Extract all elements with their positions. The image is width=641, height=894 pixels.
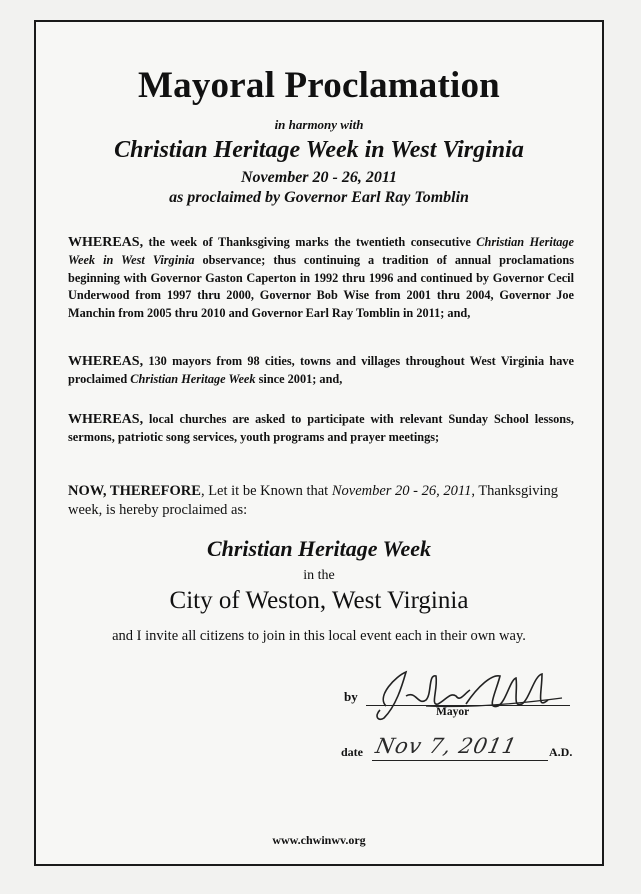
whereas-italic: Christian Heritage Week (130, 371, 256, 386)
whereas-lead: WHEREAS, (68, 235, 144, 250)
now-therefore-lead: NOW, THEREFORE (68, 483, 201, 499)
proclaimed-by: as proclaimed by Governor Earl Ray Tomblin (169, 189, 469, 206)
website-link[interactable]: www.chwinwv.org (272, 833, 366, 847)
whereas-text: the week of Thanksgiving marks the twentieth consecutive (143, 235, 477, 249)
event-dates: November 20 - 26, 2011 (241, 169, 397, 186)
week-title: Christian Heritage Week in West Virginia (114, 137, 524, 163)
whereas-text: 130 mayors from 98 cities, towns and villages throughout West Virginia have proclaimed (68, 354, 574, 386)
harmony-subtitle: in harmony with (274, 117, 364, 132)
whereas-paragraph-2 (68, 353, 574, 389)
date-line (372, 760, 548, 761)
handwritten-date: Nov 7, 2011 (373, 734, 520, 758)
now-therefore-paragraph (68, 482, 588, 520)
now-text: , Thanksgiving week, is hereby proclaimed as: (68, 483, 559, 518)
city-name: City of Weston, West Virginia (169, 587, 469, 614)
whereas-text: observance; thus continuing a tradition of annual proclamations beginning with Governor Gaston Caperton in 1992 thru 1996 and continued by Governor Cecil Underwood from 1997 thru 2000, Governor Bob Wise from 2001 thru 2004, Governor Joe Manchin from 2005 thru 2010 and Governor Earl Ray Tomblin in 2011; and, (68, 252, 574, 321)
proclamation-frame (34, 20, 604, 866)
document-title: Mayoral Proclamation (138, 65, 500, 106)
ad-label: A.D. (549, 745, 573, 759)
by-label: by (344, 689, 358, 704)
christian-heritage-week-heading: Christian Heritage Week (206, 536, 432, 561)
in-the-text: in the (303, 568, 335, 583)
mayor-label: Mayor (436, 706, 470, 718)
whereas-lead: WHEREAS, (68, 412, 144, 427)
whereas-text: local churches are asked to participate with relevant Sunday School lessons, sermons, patriotic song services, youth programs and prayer meetings; (68, 412, 574, 444)
date-label: date (341, 745, 363, 759)
whereas-text: since 2001; and, (255, 371, 343, 386)
whereas-paragraph-3 (68, 411, 574, 447)
whereas-italic: Christian Heritage Week in West Virginia (68, 235, 574, 267)
invitation-text: and I invite all citizens to join in this local event each in their own way. (112, 628, 526, 644)
whereas-lead: WHEREAS, (68, 354, 144, 369)
whereas-paragraph-1 (68, 234, 574, 323)
now-italic: November 20 - 26, 2011 (331, 483, 472, 499)
now-text: , Let it be Known that (200, 483, 332, 499)
